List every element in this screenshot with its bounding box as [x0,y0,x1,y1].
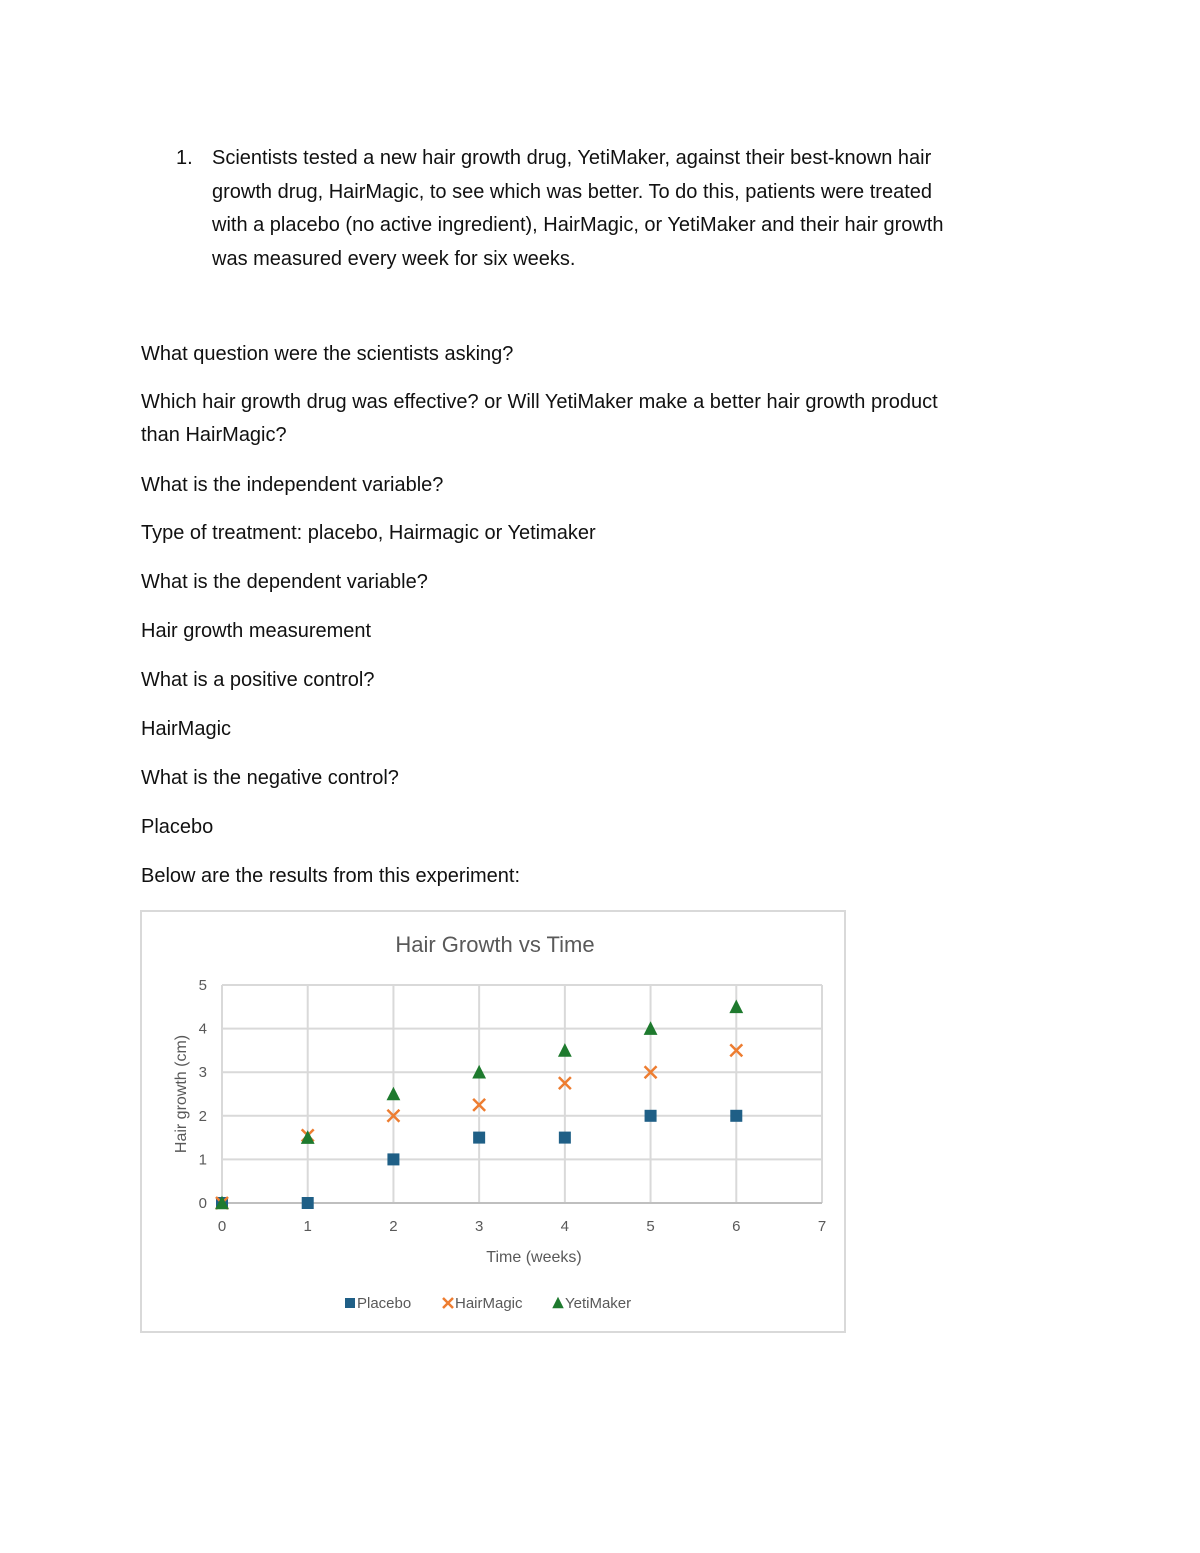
yetimaker-point [387,1087,401,1101]
hairmagic-legend-label: HairMagic [455,1295,523,1312]
placebo-point [473,1132,485,1144]
question-number: 1. [176,147,193,169]
x-axis-label: Time (weeks) [486,1249,582,1266]
y-tick-label: 4 [198,1020,207,1038]
scatter-chart [142,912,848,1335]
y-tick-label: 3 [198,1064,207,1082]
placebo-point [302,1197,314,1209]
yetimaker-point [558,1043,572,1057]
x-tick-label: 4 [560,1218,570,1235]
answer-positive-control: HairMagic [141,718,232,740]
yetimaker-point [729,1000,743,1014]
x-tick-label: 5 [646,1218,655,1235]
placebo-point [645,1110,657,1122]
y-tick-label: 5 [198,977,207,994]
question-line: growth drug, HairMagic, to see which was better. To do this, patients were treated [212,180,932,203]
x-tick-label: 2 [389,1218,398,1235]
placebo-legend-label: Placebo [357,1295,412,1312]
gridlines [222,985,822,1203]
y-tick-label: 2 [198,1107,207,1125]
x-tick-label: 3 [474,1218,484,1235]
y-tick-label: 1 [198,1151,207,1169]
placebo-point [730,1110,742,1122]
results-intro: Below are the results from this experiment: [141,865,521,887]
x-tick-label: 0 [217,1218,227,1235]
question-text [212,142,1052,276]
prompt-negative-control: What is the negative control? [141,767,399,789]
prompt-question-asked: What question were the scientists asking? [141,343,514,365]
hairmagic-legend-marker [443,1298,453,1308]
legend [345,1295,631,1312]
y-tick-label: 0 [198,1195,207,1212]
answer-line: Which hair growth drug was effective? or Will YetiMaker make a better hair growth product [141,391,938,413]
chart-frame [140,910,846,1333]
question-line: was measured every week for six weeks. [212,247,576,270]
answer-independent-variable: Type of treatment: placebo, Hairmagic or Yetimaker [141,522,596,544]
answer-dependent-variable: Hair growth measurement [141,620,372,642]
x-tick-label: 1 [303,1218,312,1235]
yetimaker-legend-label: YetiMaker [565,1295,632,1312]
question-line: Scientists tested a new hair growth drug, YetiMaker, against their best-known hair [212,147,932,169]
answer-negative-control: Placebo [141,816,214,838]
question-line: with a placebo (no active ingredient), HairMagic, or YetiMaker and their hair growth [212,214,944,236]
placebo-point [559,1132,571,1144]
yetimaker-legend-marker [552,1297,564,1309]
answer-line: than HairMagic? [141,424,287,446]
prompt-positive-control: What is a positive control? [141,669,375,691]
chart-title: Hair Growth vs Time [395,932,595,957]
placebo-legend-marker [345,1298,355,1308]
prompt-dependent-variable: What is the dependent variable? [141,571,428,593]
answer-question-asked [141,386,1061,452]
x-tick-label: 7 [817,1218,827,1235]
prompt-independent-variable: What is the independent variable? [141,474,444,496]
y-axis-label: Hair growth (cm) [173,1034,190,1154]
x-tick-label: 6 [732,1218,741,1235]
tick-labels [199,977,827,1235]
placebo-point [387,1153,399,1165]
